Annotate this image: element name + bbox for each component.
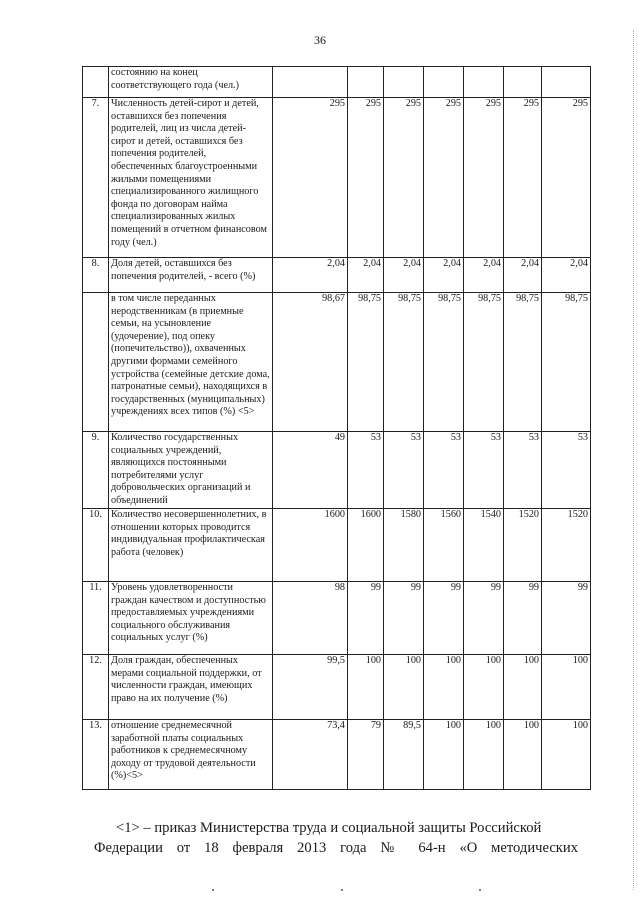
indicator-value-year-7: 53 — [542, 432, 591, 509]
indicator-value-year-2: 79 — [348, 720, 384, 790]
indicator-value-year-2 — [348, 67, 384, 98]
indicator-value-year-2: 100 — [348, 655, 384, 720]
indicator-value-year-1: 73,4 — [273, 720, 348, 790]
indicator-value-year-6: 2,04 — [504, 258, 542, 293]
indicator-value-year-2: 295 — [348, 98, 384, 258]
indicator-value-year-4: 295 — [424, 98, 464, 258]
indicator-value-year-7: 100 — [542, 655, 591, 720]
indicator-description: в том числе переданных неродственникам (в приемные семьи, на усыновление (удочерение), под опеку (попечительство)), охваченных другими формами семейного устройства (семейные детские дома, патронатные семьи), находящихся в государственных (муниципальных) учреждениях всех типов (%) <5> — [109, 293, 273, 432]
indicator-value-year-5 — [464, 67, 504, 98]
indicator-value-year-2: 53 — [348, 432, 384, 509]
indicator-value-year-6: 100 — [504, 720, 542, 790]
indicator-value-year-3: 2,04 — [384, 258, 424, 293]
table-row — [83, 509, 591, 582]
scan-speck — [212, 889, 214, 891]
indicator-description: Уровень удовлетворенности граждан качеством и доступностью предоставляемых учреждениями социального обслуживания социальных услуг (%) — [109, 582, 273, 655]
indicator-value-year-6: 100 — [504, 655, 542, 720]
row-number: 8. — [83, 258, 109, 293]
table-body — [83, 67, 591, 790]
indicator-value-year-2: 98,75 — [348, 293, 384, 432]
footnote — [94, 818, 578, 858]
indicator-description: Количество несовершеннолетних, в отношении которых проводится индивидуальная профилактическая работа (человек) — [109, 509, 273, 582]
footnote-line-2: Федерации от 18 февраля 2013 года № 64-н «О методических — [94, 840, 578, 856]
indicator-value-year-7 — [542, 67, 591, 98]
table-row — [83, 67, 591, 98]
indicator-description: Численность детей-сирот и детей, оставшихся без попечения родителей, лиц из числа детей-сирот и детей, оставшихся без попечения родителей, обеспеченных благоустроенными жилыми помещениями специализированного жилищного фонда по договорам найма специализированных жилых помещений в отчетном финансовом году (чел.) — [109, 98, 273, 258]
row-number — [83, 293, 109, 432]
indicator-value-year-4 — [424, 67, 464, 98]
table-row — [83, 98, 591, 258]
indicator-value-year-6: 99 — [504, 582, 542, 655]
indicator-value-year-1: 295 — [273, 98, 348, 258]
indicator-value-year-6: 295 — [504, 98, 542, 258]
table-row — [83, 293, 591, 432]
row-number: 11. — [83, 582, 109, 655]
indicator-value-year-3: 89,5 — [384, 720, 424, 790]
indicator-value-year-7: 99 — [542, 582, 591, 655]
indicator-value-year-7: 100 — [542, 720, 591, 790]
indicator-value-year-4: 98,75 — [424, 293, 464, 432]
indicator-value-year-5: 98,75 — [464, 293, 504, 432]
scan-edge-line — [632, 30, 634, 890]
indicator-value-year-1: 49 — [273, 432, 348, 509]
indicator-description: состоянию на конец соответствующего года (чел.) — [109, 67, 273, 98]
indicator-value-year-3 — [384, 67, 424, 98]
page-number: 36 — [314, 33, 326, 47]
table-row — [83, 720, 591, 790]
indicator-value-year-4: 100 — [424, 655, 464, 720]
indicator-value-year-6: 98,75 — [504, 293, 542, 432]
row-number: 10. — [83, 509, 109, 582]
indicator-description: Доля граждан, обеспеченных мерами социальной поддержки, от численности граждан, имеющих право на их получение (%) — [109, 655, 273, 720]
row-number: 7. — [83, 98, 109, 258]
indicator-value-year-1: 99,5 — [273, 655, 348, 720]
indicator-description: отношение среднемесячной заработной платы социальных работников к среднемесячному доходу от трудовой деятельности (%)<5> — [109, 720, 273, 790]
indicator-value-year-5: 53 — [464, 432, 504, 509]
row-number — [83, 67, 109, 98]
indicator-value-year-4: 1560 — [424, 509, 464, 582]
indicator-value-year-3: 295 — [384, 98, 424, 258]
indicator-value-year-3: 53 — [384, 432, 424, 509]
indicator-value-year-5: 2,04 — [464, 258, 504, 293]
indicator-value-year-2: 99 — [348, 582, 384, 655]
indicator-value-year-5: 100 — [464, 720, 504, 790]
scan-speck — [479, 889, 481, 891]
indicator-value-year-7: 98,75 — [542, 293, 591, 432]
indicator-value-year-3: 100 — [384, 655, 424, 720]
indicator-value-year-3: 98,75 — [384, 293, 424, 432]
table-row — [83, 582, 591, 655]
indicator-value-year-7: 2,04 — [542, 258, 591, 293]
indicator-value-year-1: 98,67 — [273, 293, 348, 432]
indicator-value-year-2: 2,04 — [348, 258, 384, 293]
indicator-value-year-4: 2,04 — [424, 258, 464, 293]
indicator-value-year-5: 1540 — [464, 509, 504, 582]
indicator-value-year-3: 1580 — [384, 509, 424, 582]
indicator-value-year-1 — [273, 67, 348, 98]
indicator-value-year-6 — [504, 67, 542, 98]
scan-speck — [341, 889, 343, 891]
indicator-value-year-4: 99 — [424, 582, 464, 655]
indicator-value-year-7: 1520 — [542, 509, 591, 582]
indicator-value-year-5: 295 — [464, 98, 504, 258]
indicator-value-year-6: 1520 — [504, 509, 542, 582]
indicator-value-year-1: 1600 — [273, 509, 348, 582]
indicator-value-year-2: 1600 — [348, 509, 384, 582]
indicator-value-year-7: 295 — [542, 98, 591, 258]
row-number: 9. — [83, 432, 109, 509]
indicators-table — [82, 66, 591, 790]
table-row — [83, 258, 591, 293]
indicator-value-year-4: 53 — [424, 432, 464, 509]
indicator-description: Доля детей, оставшихся без попечения родителей, - всего (%) — [109, 258, 273, 293]
indicator-value-year-5: 100 — [464, 655, 504, 720]
indicator-value-year-3: 99 — [384, 582, 424, 655]
indicator-value-year-5: 99 — [464, 582, 504, 655]
row-number: 13. — [83, 720, 109, 790]
row-number: 12. — [83, 655, 109, 720]
footnote-line-1: <1> – приказ Министерства труда и социальной защиты Российской — [116, 820, 542, 836]
table-row — [83, 432, 591, 509]
indicator-value-year-6: 53 — [504, 432, 542, 509]
indicator-value-year-1: 98 — [273, 582, 348, 655]
table-row — [83, 655, 591, 720]
indicator-description: Количество государственных социальных учреждений, являющихся постоянными потребителями услуг добровольческих организаций и объединений — [109, 432, 273, 509]
indicator-value-year-1: 2,04 — [273, 258, 348, 293]
indicator-value-year-4: 100 — [424, 720, 464, 790]
